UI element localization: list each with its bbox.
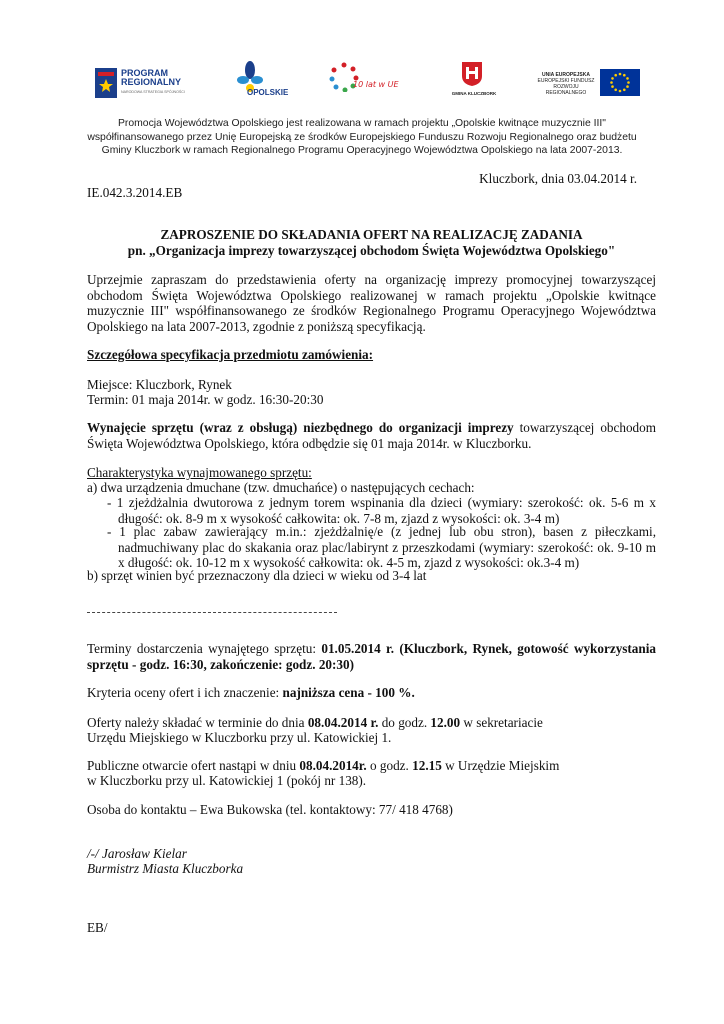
program-regionalny-tagline: NARODOWA STRATEGIA SPÓJNOŚCI [121,90,185,94]
submission-date: 08.04.2014 r. [307,715,379,730]
promotion-notice [60,117,664,158]
equipment-item-2 [107,524,656,571]
signature-name-text: /-/ Jarosław Kielar [87,846,187,861]
submission-suffix: w sekretariacie [460,715,543,730]
logo-band [95,60,640,110]
kluczbork-coat-of-arms-icon [462,62,482,86]
criteria [87,685,415,701]
lat-ue-logo [327,60,403,106]
opening-time: 12.15 [412,758,442,773]
opening-line-1 [87,758,559,774]
signature-name [87,846,187,862]
submission-line-1 [87,715,543,731]
equipment-heading [87,465,312,481]
opening-line-2: w Kluczborku przy ul. Katowickiej 1 (pokój nr 138). [87,773,367,788]
equipment-b: b) sprzęt winien być przeznaczony dla dzieci w wieku od 3-4 lat [87,568,427,583]
item1-line-1: - 1 zjeżdżalnia dwutorowa z jednym torem wspinania dla dzieci (wymiary: szerokość: ok. 5-6 m x [107,495,656,510]
intro-line: muzycznie III" współfinansowanego ze środków Regionalnego Programu Operacyjnego Województwa [87,303,656,319]
item2-line-3: x długość: ok. 10-12 m x wysokość całkowita: ok. 4-5 m, zjazd z wysokości: ok.3-4 m) [118,555,580,571]
location: Miejsce: Kluczbork, Rynek [87,377,232,392]
rental-line-1 [87,420,656,436]
title-line-1: ZAPROSZENIE DO SKŁADANIA OFERT NA REALIZACJĘ ZADANIA [160,227,583,242]
intro-paragraph [87,272,656,334]
eu-line2: EUROPEJSKI FUNDUSZ [537,78,595,84]
eu-fund-logo [535,60,640,106]
submission-line-2: Urzędu Miejskiego w Kluczborku przy ul. Katowickiej 1. [87,730,392,745]
initials: EB/ [87,920,108,935]
eu-flag-icon [600,69,640,96]
program-regionalny-line1: PROGRAM [121,68,168,78]
opening-prefix: Publiczne otwarcie ofert nastąpi w dniu [87,758,300,773]
rental-line-2: Święta Województwa Opolskiego, która odbędzie się 01 maja 2014r. w Kluczborku. [87,435,532,451]
criteria-prefix: Kryteria oceny ofert i ich znaczenie: [87,685,283,700]
rental-paragraph [87,420,656,451]
rental-rest: towarzyszącej obchodom [513,420,656,435]
item2-line-2: nadmuchiwany plac do skakania oraz plac/labirynt z przeszkodami (wymiary: szerokość: ok. 9-10 m [118,539,656,555]
opening-suffix: w Urzędzie Miejskim [441,758,560,773]
gmina-name: GMINA KLUCZBORK [451,91,497,96]
program-regionalny-logo [95,60,187,106]
opening-date: 08.04.2014r. [299,758,367,773]
lat-ue-text: 10 lat w UE [353,80,399,89]
eu-line3: ROZWOJU REGIONALNEGO [545,84,587,96]
equipment-a: a) dwa urządzenia dmuchane (tzw. dmuchańce) o następujących cechach: [87,480,475,495]
promo-line-3: Gminy Kluczbork w ramach Regionalnego Programu Operacyjnego Województwa Opolskiego na lata 2007-2013. [101,145,623,156]
equipment-heading-text: Charakterystyka wynajmowanego sprzętu: [87,465,312,480]
submission-time: 12.00 [430,715,461,730]
item1-line-2: długość: ok. 8-9 m x wysokość całkowita: ok. 7-8 m, zjazd z wysokości: ok. 3-4 m) [118,510,560,526]
reference-number: IE.042.3.2014.EB [87,185,183,200]
intro-line: obchodom Święta Województwa Opolskiego realizowanej w ramach projektu „Opolskie kwitnące [87,287,656,303]
rental-bold: Wynajęcie sprzętu (wraz z obsługą) niezbędnego do organizacji imprezy [87,420,514,435]
title-line-2: pn. „Organizacja imprezy towarzyszącej obchodom Święta Województwa Opolskiego" [127,243,616,258]
contact-person: Osoba do kontaktu – Ewa Bukowska (tel. kontaktowy: 77/ 418 4768) [87,802,453,817]
term: Termin: 01 maja 2014r. w godz. 16:30-20:30 [87,392,324,407]
signature-title [87,861,243,877]
signature-title-text: Burmistrz Miasta Kluczborka [87,861,244,876]
intro-line: Uprzejmie zapraszam do przedstawienia oferty na organizację imprezy promocyjnej towarzyszącej [87,272,656,287]
delivery-line-1 [87,641,656,657]
submission-prefix: Oferty należy składać w terminie do dnia [87,715,308,730]
opening-mid: o godz. [366,758,413,773]
intro-line: Opolskiego na lata 2007-2013, zgodnie z poniższą specyfikacją. [87,318,426,334]
opolskie-logo [233,60,293,106]
place-date: Kluczbork, dnia 03.04.2014 r. [479,171,637,186]
eu-line1: UNIA EUROPEJSKA [542,72,590,78]
opolskie-name: OPOLSKIE [247,88,289,97]
program-regionalny-emblem-icon [95,68,117,98]
delivery-paragraph [87,641,656,672]
delivery-line-2 [87,657,656,673]
delivery-bold-1: 01.05.2014 r. (Kluczbork, Rynek, gotowość wykorzystania [321,641,656,656]
equipment-item-1 [107,495,656,526]
program-regionalny-line2: REGIONALNY [121,77,182,87]
submission-mid: do godz. [378,715,431,730]
promo-line-1: Promocja Województwa Opolskiego jest realizowana w ramach projektu „Opolskie kwitnące muzycznie III" [117,118,606,129]
delivery-bold-2: sprzętu - godz. 16:30, zakończenie: godz. 20:30) [87,656,355,672]
delivery-prefix: Terminy dostarczenia wynajętego sprzętu: [87,641,322,656]
item2-line-1: - 1 plac zabaw zawierający m.in.: zjeżdżalnię/e (z jednej lub obu stron), basen z piłeczkami, [107,524,656,539]
gmina-kluczbork-logo [449,60,499,106]
promo-line-2: współfinansowanego przez Unię Europejską ze środków Europejskiego Funduszu Rozwoju Regionalnego oraz budżetu [87,131,637,143]
section-divider [87,612,337,613]
criteria-bold: najniższa cena - 100 %. [282,685,415,700]
spec-heading [87,347,373,363]
spec-heading-text: Szczegółowa specyfikacja przedmiotu zamówienia: [87,347,374,362]
